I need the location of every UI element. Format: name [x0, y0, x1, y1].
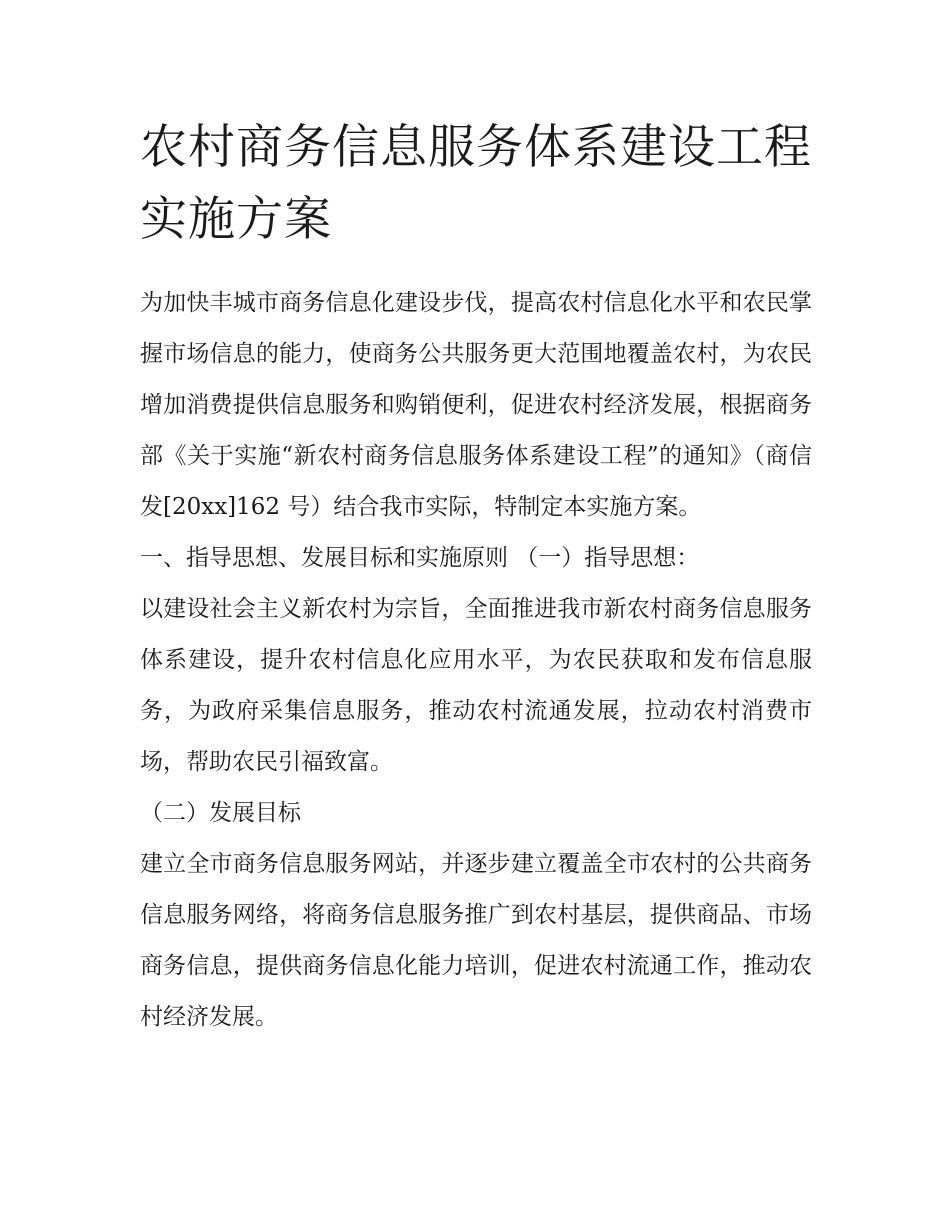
section-heading-development-goals: （二）发展目标 [140, 800, 301, 826]
paragraph-development-goals: 建立全市商务信息服务网站，并逐步建立覆盖全市农村的公共商务信息服务网络，将商务信息服务推广到农村基层，提供商品、市场商务信息，提供商务信息化能力培训，促进农村流通工作，推动农村经济发展。 [140, 851, 812, 1030]
section-heading-guiding-ideology: 一、指导思想、发展目标和实施原则 （一）指导思想： [140, 545, 700, 571]
paragraph-guiding-ideology: 以建设社会主义新农村为宗旨，全面推进我市新农村商务信息服务体系建设，提升农村信息化应用水平，为农民获取和发布信息服务，为政府采集信息服务，推动农村流通发展，拉动农村消费市场，帮助农民引福致富。 [140, 596, 812, 775]
document-title: 农村商务信息服务体系建设工程实施方案 [140, 120, 812, 247]
paragraph-intro: 为加快丰城市商务信息化建设步伐，提高农村信息化水平和农民掌握市场信息的能力，使商务公共服务更大范围地覆盖农村，为农民增加消费提供信息服务和购销便利，促进农村经济发展，根据商务部《关于实施“新农村商务信息服务体系建设工程”的通知》（商信发[20xx]162 号）结合我市实际，特制定本实施方案。 [140, 290, 812, 520]
document-page [140, 112, 812, 1043]
